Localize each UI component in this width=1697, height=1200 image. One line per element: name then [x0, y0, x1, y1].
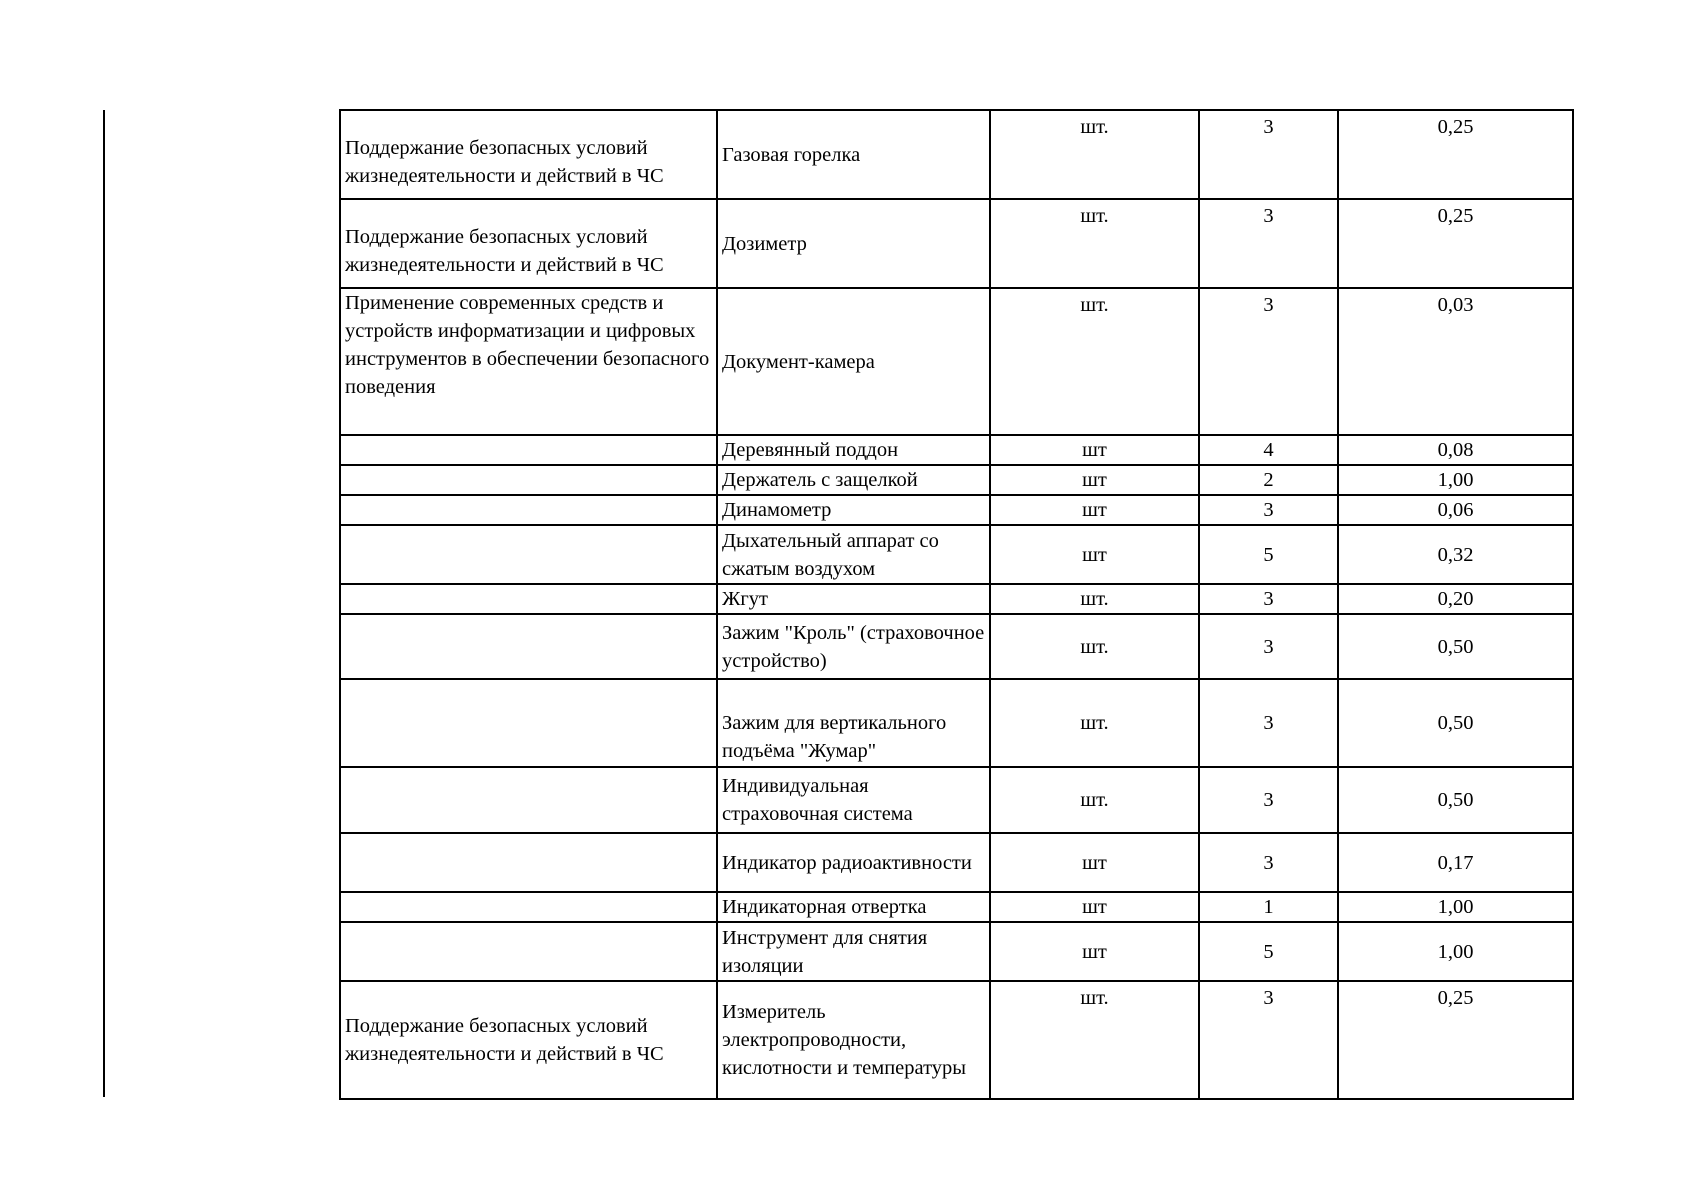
- table-row: [340, 892, 1573, 922]
- unit-cell: шт.: [990, 614, 1199, 679]
- purpose-cell: [340, 525, 717, 584]
- purpose-cell: [340, 495, 717, 525]
- purpose-cell: [340, 614, 717, 679]
- quantity-cell: 1: [1199, 892, 1338, 922]
- table-row: [340, 199, 1573, 288]
- table-row: [340, 584, 1573, 614]
- coefficient-cell: 0,08: [1338, 435, 1573, 465]
- purpose-cell: [340, 833, 717, 892]
- coefficient-cell: 0,25: [1338, 110, 1573, 199]
- table-row: [340, 833, 1573, 892]
- quantity-cell: 3: [1199, 833, 1338, 892]
- item-name-cell: Динамометр: [717, 495, 990, 525]
- purpose-cell: [340, 435, 717, 465]
- purpose-cell: [340, 892, 717, 922]
- quantity-cell: 3: [1199, 767, 1338, 833]
- purpose-cell: [340, 679, 717, 767]
- unit-cell: шт: [990, 833, 1199, 892]
- quantity-cell: 5: [1199, 922, 1338, 981]
- table-row: [340, 465, 1573, 495]
- unit-cell: шт.: [990, 199, 1199, 288]
- purpose-cell: Поддержание безопасных условий жизнедеятельности и действий в ЧС: [340, 981, 717, 1099]
- coefficient-cell: 0,50: [1338, 614, 1573, 679]
- table-row: [340, 767, 1573, 833]
- coefficient-cell: 0,50: [1338, 767, 1573, 833]
- coefficient-cell: 0,25: [1338, 199, 1573, 288]
- coefficient-cell: 0,20: [1338, 584, 1573, 614]
- item-name-cell: Индивидуальная страховочная система: [717, 767, 990, 833]
- coefficient-cell: 0,32: [1338, 525, 1573, 584]
- unit-cell: шт.: [990, 110, 1199, 199]
- unit-cell: шт.: [990, 288, 1199, 435]
- table-row: [340, 679, 1573, 767]
- table-row: [340, 435, 1573, 465]
- purpose-cell: [340, 767, 717, 833]
- quantity-cell: 4: [1199, 435, 1338, 465]
- unit-cell: шт: [990, 435, 1199, 465]
- item-name-cell: Документ-камера: [717, 288, 990, 435]
- purpose-cell: [340, 465, 717, 495]
- coefficient-cell: 1,00: [1338, 892, 1573, 922]
- quantity-cell: 3: [1199, 495, 1338, 525]
- item-name-cell: Дыхательный аппарат со сжатым воздухом: [717, 525, 990, 584]
- coefficient-cell: 1,00: [1338, 922, 1573, 981]
- unit-cell: шт: [990, 465, 1199, 495]
- quantity-cell: 3: [1199, 614, 1338, 679]
- item-name-cell: Индикатор радиоактивности: [717, 833, 990, 892]
- quantity-cell: 3: [1199, 584, 1338, 614]
- item-name-cell: Инструмент для снятия изоляции: [717, 922, 990, 981]
- purpose-cell: Поддержание безопасных условий жизнедеятельности и действий в ЧС: [340, 110, 717, 199]
- item-name-cell: Измеритель электропроводности, кислотности и температуры: [717, 981, 990, 1099]
- unit-cell: шт: [990, 495, 1199, 525]
- item-name-cell: Зажим для вертикального подъёма "Жумар": [717, 679, 990, 767]
- purpose-cell: [340, 584, 717, 614]
- item-name-cell: Дозиметр: [717, 199, 990, 288]
- quantity-cell: 3: [1199, 288, 1338, 435]
- unit-cell: шт.: [990, 584, 1199, 614]
- table-row: [340, 288, 1573, 435]
- item-name-cell: Жгут: [717, 584, 990, 614]
- equipment-table: [339, 109, 1574, 1100]
- unit-cell: шт.: [990, 981, 1199, 1099]
- quantity-cell: 3: [1199, 981, 1338, 1099]
- unit-cell: шт.: [990, 767, 1199, 833]
- table-row: [340, 525, 1573, 584]
- quantity-cell: 3: [1199, 199, 1338, 288]
- coefficient-cell: 0,03: [1338, 288, 1573, 435]
- unit-cell: шт: [990, 525, 1199, 584]
- item-name-cell: Держатель с защелкой: [717, 465, 990, 495]
- quantity-cell: 3: [1199, 110, 1338, 199]
- coefficient-cell: 1,00: [1338, 465, 1573, 495]
- item-name-cell: Индикаторная отвертка: [717, 892, 990, 922]
- table-row: [340, 614, 1573, 679]
- table-row: [340, 495, 1573, 525]
- table-row: [340, 981, 1573, 1099]
- quantity-cell: 5: [1199, 525, 1338, 584]
- table-row: [340, 922, 1573, 981]
- table-row: [340, 110, 1573, 199]
- purpose-cell: Поддержание безопасных условий жизнедеятельности и действий в ЧС: [340, 199, 717, 288]
- quantity-cell: 2: [1199, 465, 1338, 495]
- coefficient-cell: 0,25: [1338, 981, 1573, 1099]
- coefficient-cell: 0,50: [1338, 679, 1573, 767]
- item-name-cell: Зажим "Кроль" (страховочное устройство): [717, 614, 990, 679]
- unit-cell: шт.: [990, 679, 1199, 767]
- unit-cell: шт: [990, 922, 1199, 981]
- margin-line: [103, 110, 105, 1097]
- coefficient-cell: 0,17: [1338, 833, 1573, 892]
- item-name-cell: Деревянный поддон: [717, 435, 990, 465]
- quantity-cell: 3: [1199, 679, 1338, 767]
- purpose-cell: [340, 922, 717, 981]
- item-name-cell: Газовая горелка: [717, 110, 990, 199]
- coefficient-cell: 0,06: [1338, 495, 1573, 525]
- unit-cell: шт: [990, 892, 1199, 922]
- purpose-cell: Применение современных средств и устройств информатизации и цифровых инструментов в обеспечении безопасного поведения: [340, 288, 717, 435]
